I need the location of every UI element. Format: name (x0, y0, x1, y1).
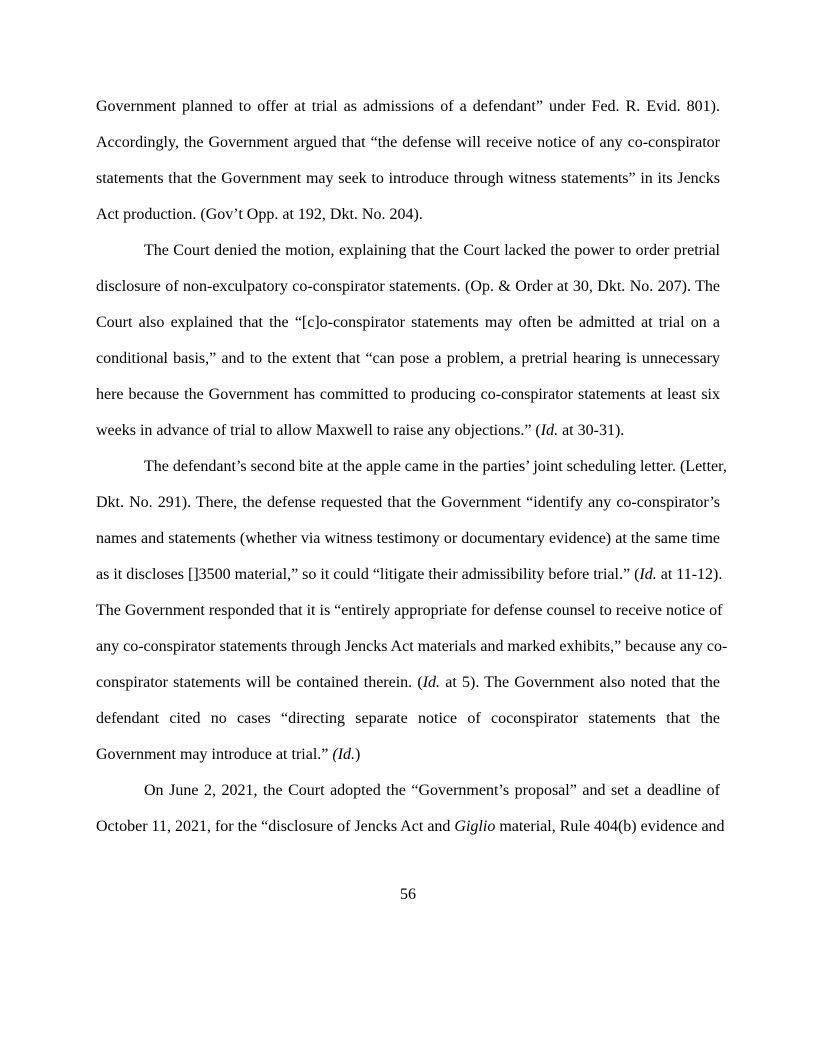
text-segment: Government may introduce at trial.” (96, 746, 333, 763)
text-segment: October 11, 2021, for the “disclosure of Jencks Act and (96, 818, 455, 835)
text-line (96, 521, 720, 557)
text-segment: ) (355, 746, 361, 763)
text-line (96, 269, 720, 305)
document-body (96, 89, 728, 845)
text-line (96, 485, 720, 521)
text-segment: as it discloses []3500 material,” so it could “litigate their admissibility before trial.” ( (96, 566, 640, 583)
text-segment: names and statements (whether via witness testimony or documentary evidence) at the same time (96, 530, 720, 547)
page-number: 56 (400, 886, 416, 903)
text-segment: Dkt. No. 291). There, the defense requested that the Government “identify any co-conspirator’s (96, 494, 720, 511)
text-line (96, 233, 720, 269)
text-line (96, 341, 720, 377)
text-segment: disclosure of non-exculpatory co-conspirator statements. (Op. & Order at 30, Dkt. No. 207). The (96, 278, 720, 295)
text-segment: defendant cited no cases “directing separate notice of coconspirator statements that the (96, 710, 720, 727)
text-line (96, 125, 720, 161)
text-line (96, 701, 720, 737)
text-line (96, 449, 727, 485)
citation-italic: (Id. (332, 746, 356, 763)
citation-italic: Giglio (454, 818, 496, 835)
text-line (96, 557, 723, 593)
text-line (96, 809, 725, 845)
text-segment: On June 2, 2021, the Court adopted the “Government’s proposal” and set a deadline of (144, 782, 720, 799)
text-segment: The Government responded that it is “entirely appropriate for defense counsel to receive notice of (96, 602, 723, 619)
text-line (96, 593, 723, 629)
text-segment: The Court denied the motion, explaining that the Court lacked the power to order pretrial (144, 242, 720, 259)
text-segment: conditional basis,” and to the extent that “can pose a problem, a pretrial hearing is unnecessary (96, 350, 720, 367)
text-line (96, 197, 720, 233)
text-line (96, 629, 728, 665)
citation-italic: Id. (540, 422, 559, 439)
text-segment: weeks in advance of trial to allow Maxwell to raise any objections.” ( (96, 422, 541, 439)
text-segment: material, Rule 404(b) evidence and (495, 818, 725, 835)
citation-italic: Id. (422, 674, 441, 691)
text-line (96, 161, 720, 197)
text-segment: The defendant’s second bite at the apple came in the parties’ joint scheduling letter. (Letter, (144, 458, 727, 475)
text-segment: at 30-31). (558, 422, 625, 439)
text-line (96, 413, 720, 449)
text-segment: here because the Government has committed to producing co-conspirator statements at least six (96, 386, 720, 403)
text-segment: any co-conspirator statements through Jencks Act materials and marked exhibits,” because any co- (96, 638, 728, 655)
text-line (96, 89, 720, 125)
text-line (96, 737, 720, 773)
text-segment: Act production. (Gov’t Opp. at 192, Dkt. No. 204). (96, 206, 423, 223)
text-line (96, 773, 720, 809)
text-segment: Court also explained that the “[c]o-conspirator statements may often be admitted at trial on a (96, 314, 720, 331)
text-segment: Government planned to offer at trial as admissions of a defendant” under Fed. R. Evid. 801). (96, 98, 720, 115)
text-segment: statements that the Government may seek to introduce through witness statements” in its Jencks (96, 170, 720, 187)
text-line (96, 377, 720, 413)
text-segment: at 5). The Government also noted that the (440, 674, 721, 691)
text-segment: at 11-12). (656, 566, 723, 583)
text-line (96, 305, 720, 341)
text-line (96, 665, 720, 701)
text-segment: Accordingly, the Government argued that “the defense will receive notice of any co-conspirator (96, 134, 720, 151)
citation-italic: Id. (639, 566, 657, 583)
text-segment: conspirator statements will be contained therein. ( (96, 674, 423, 691)
